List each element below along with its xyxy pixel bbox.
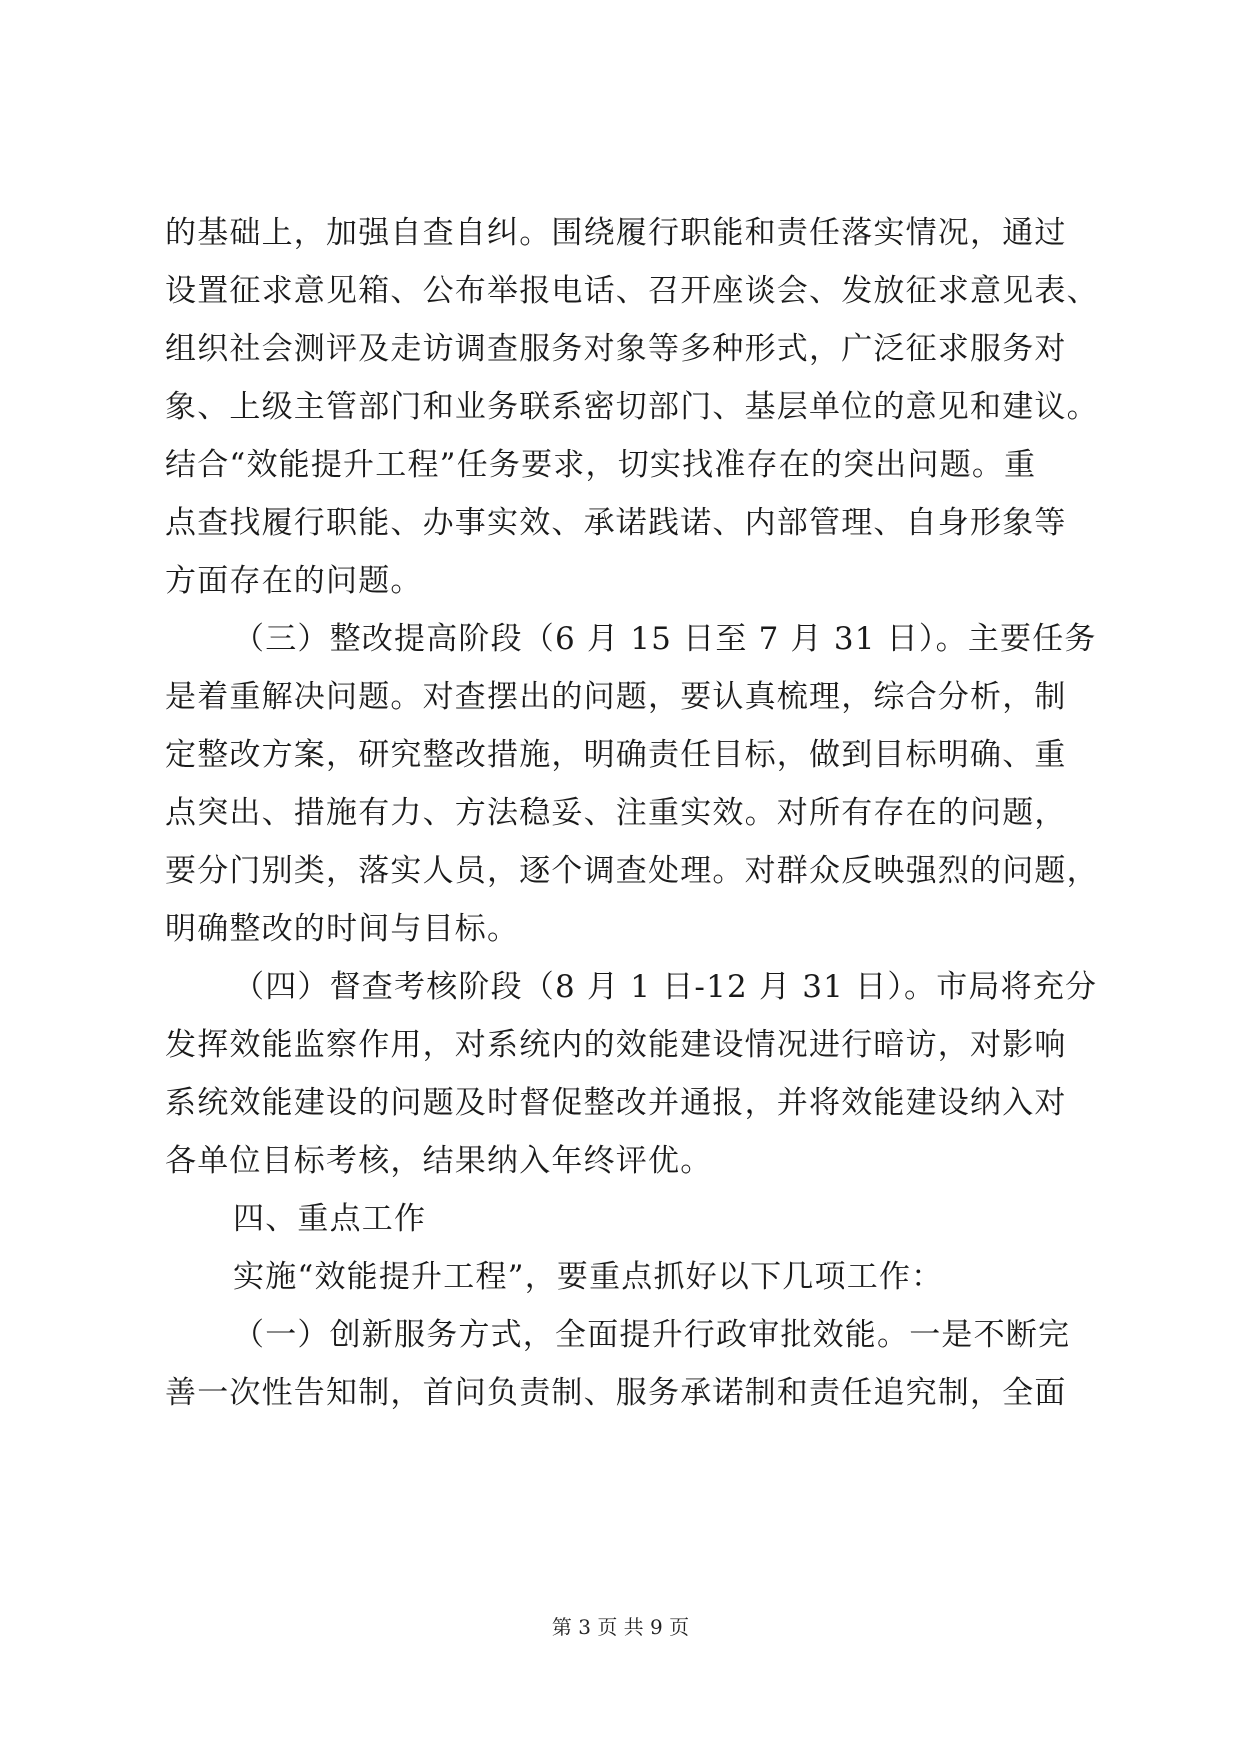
- body-text-line: 实施“效能提升工程”，要重点抓好以下几项工作：: [233, 1259, 944, 1295]
- body-text-line: 点查找履行职能、办事实效、承诺践诺、内部管理、自身形象等: [165, 505, 1067, 541]
- section-heading-line: （四）督查考核阶段（8 月 1 日-12 月 31 日）。市局将充分: [233, 969, 1098, 1005]
- body-text-line: 明确整改的时间与目标。: [165, 911, 520, 947]
- body-text-line: 是着重解决问题。对查摆出的问题，要认真梳理，综合分析，制: [165, 679, 1067, 715]
- body-text-line: 系统效能建设的问题及时督促整改并通报，并将效能建设纳入对: [165, 1085, 1067, 1121]
- body-text-line: 发挥效能监察作用，对系统内的效能建设情况进行暗访，对影响: [165, 1027, 1067, 1063]
- body-text-line: 结合“效能提升工程”任务要求，切实找准存在的突出问题。重: [165, 447, 1037, 483]
- body-text-line: 要分门别类，落实人员，逐个调查处理。对群众反映强烈的问题，: [165, 853, 1099, 889]
- body-text-line: 象、上级主管部门和业务联系密切部门、基层单位的意见和建议。: [165, 389, 1099, 425]
- body-text-line: 的基础上，加强自查自纠。围绕履行职能和责任落实情况，通过: [165, 215, 1067, 251]
- body-text-line: 组织社会测评及走访调查服务对象等多种形式，广泛征求服务对: [165, 331, 1067, 367]
- body-text-line: 方面存在的问题。: [165, 563, 423, 599]
- body-text-line: 定整改方案，研究整改措施，明确责任目标，做到目标明确、重: [165, 737, 1067, 773]
- body-text-line: 各单位目标考核，结果纳入年终评优。: [165, 1143, 713, 1179]
- section-heading-line: （三）整改提高阶段（6 月 15 日至 7 月 31 日）。主要任务: [233, 621, 1097, 657]
- page-footer: 第 3 页 共 9 页: [551, 1615, 690, 1639]
- body-text-line: 点突出、措施有力、方法稳妥、注重实效。对所有存在的问题，: [165, 795, 1067, 831]
- body-text-line: 设置征求意见箱、公布举报电话、召开座谈会、发放征求意见表、: [165, 273, 1099, 309]
- body-text-line: 善一次性告知制，首问负责制、服务承诺制和责任追究制，全面: [165, 1375, 1067, 1411]
- section-title: 四、重点工作: [233, 1201, 427, 1237]
- section-heading-line: （一）创新服务方式，全面提升行政审批效能。一是不断完: [233, 1317, 1071, 1353]
